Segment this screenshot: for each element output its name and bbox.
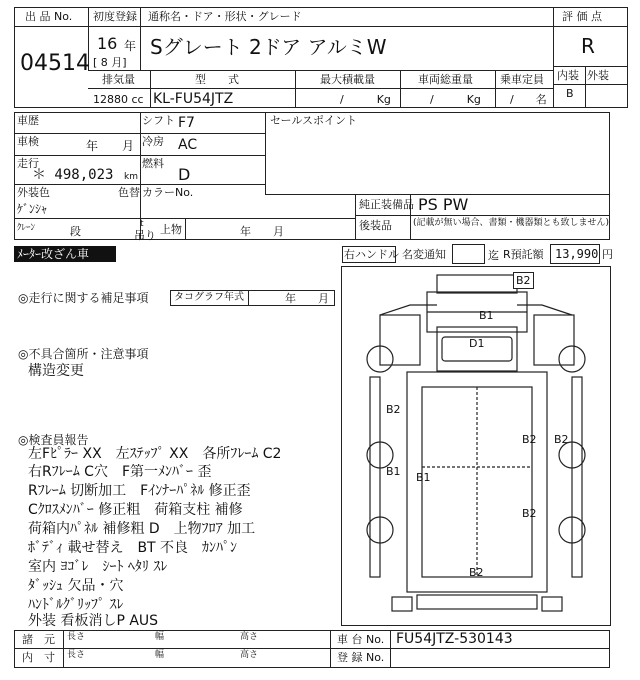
- genuine-equipment-value: PS PW: [418, 195, 469, 214]
- width-label: 幅: [155, 650, 165, 660]
- fuel-label: 燃料: [142, 157, 164, 170]
- damage-diagram: [341, 266, 611, 626]
- registration-year-unit: 年: [124, 39, 137, 53]
- gross-weight-label: 車両総重量: [418, 73, 473, 86]
- crane-tonnage: t: [140, 219, 144, 229]
- inspection-value: 年 月: [86, 139, 135, 153]
- mileage-unit: km: [124, 172, 138, 182]
- inspector-line: 荷箱内ﾊﾟﾈﾙ 補修粗 D 上物ﾌﾛｱ 加工: [28, 521, 256, 537]
- damage-mark-B1: B1: [416, 471, 431, 484]
- receipt-label: 迄: [488, 249, 499, 262]
- lot-no-label: 出 品 No.: [25, 10, 73, 23]
- capacity-label: 乗車定員: [500, 73, 544, 86]
- displacement-value: 12880 cc: [93, 93, 144, 106]
- damage-mark-B1: B1: [479, 309, 494, 322]
- interior-grade-label: 内装: [557, 69, 579, 82]
- height-label: 高さ: [240, 632, 259, 642]
- damage-mark-B2: B2: [513, 272, 534, 289]
- damage-mark-B1: B1: [386, 465, 401, 478]
- exterior-color-label: 外装色: [17, 186, 50, 199]
- aftermarket-note: (記載が無い場合、書類・機器類とも致しません): [413, 218, 610, 228]
- rhd-label: 右ハンドル: [344, 248, 399, 261]
- lot-number: 04514: [20, 51, 90, 76]
- inspector-line: 左Fﾋﾟﾗｰ XX 左ｽﾃｯﾌﾟ XX 各所ﾌﾚｰﾑ C2: [28, 446, 282, 462]
- ac-value: AC: [178, 137, 198, 153]
- crane-steps: 段: [70, 225, 81, 238]
- grade-value: Sグレート 2ドア アルミW: [150, 35, 387, 59]
- displacement-label: 排気量: [102, 73, 135, 86]
- score-value: R: [581, 34, 595, 58]
- inspector-line: ﾀﾞｯｼｭ 欠品・穴: [28, 578, 124, 594]
- exterior-grade-label: 外装: [587, 69, 609, 82]
- upper-body-label: 上物: [160, 223, 182, 236]
- mileage-label: 走行: [17, 157, 39, 170]
- damage-mark-B2: B2: [554, 433, 569, 446]
- grade-label: 通称名・ドア・形状・グレード: [148, 10, 302, 23]
- registration-year: 16: [97, 34, 118, 53]
- interior-dimensions-label: 内 寸: [22, 651, 55, 664]
- recycle-label: R預託額: [503, 248, 544, 261]
- defects-title: ◎不具合箇所・注意事項: [18, 347, 149, 361]
- damage-mark-B2: B2: [522, 507, 537, 520]
- selling-points-label: セールスポイント: [270, 114, 358, 127]
- mileage-value: ＊ 498,023: [32, 167, 114, 183]
- name-change-box: [452, 244, 485, 264]
- crane-label: ｸﾚｰﾝ: [17, 223, 36, 233]
- fuel-value: D: [178, 165, 191, 184]
- crane-hook: 吊り: [134, 229, 156, 242]
- inspector-line: Cｸﾛｽﾒﾝﾊﾞｰ 修正粗 荷箱支柱 補修: [28, 502, 243, 518]
- registration-no-label: 登 録 No.: [337, 651, 385, 664]
- driving-notes-title: ◎走行に関する補足事項: [18, 291, 149, 305]
- damage-mark-B2: B2: [469, 566, 484, 579]
- inspector-line: Rﾌﾚｰﾑ 切断加工 Fｲﾝﾅｰﾊﾟﾈﾙ 修正歪: [28, 483, 251, 499]
- chassis-label: 車 台 No.: [337, 633, 385, 646]
- shift-label: シフト: [142, 114, 175, 127]
- interior-grade-value: B: [566, 87, 574, 100]
- recycle-value: 13,990: [555, 247, 599, 261]
- inspector-line: ﾊﾝﾄﾞﾙｸﾞﾘｯﾌﾟ ｽﾚ: [28, 597, 124, 613]
- genuine-equipment-label: 純正装備品: [359, 198, 414, 211]
- height-label: 高さ: [240, 650, 259, 660]
- shift-value: F7: [178, 115, 195, 131]
- tachograph-label: タコグラフ年式: [174, 292, 244, 303]
- exterior-color-value: ｹﾞﾝｼｬ: [17, 202, 48, 216]
- color-change-label: 色替: [118, 186, 140, 199]
- damage-mark-B2: B2: [386, 403, 401, 416]
- tachograph-value: 年 月: [285, 292, 329, 305]
- recycle-unit: 円: [602, 248, 613, 261]
- first-registration-label: 初度登録: [93, 10, 137, 23]
- damage-mark-D1: D1: [469, 337, 485, 350]
- inspector-line: 右Rﾌﾚｰﾑ C穴 F第一ﾒﾝﾊﾞｰ 歪: [28, 464, 212, 480]
- defects-value: 構造変更: [28, 363, 84, 379]
- history-label: 車歴: [17, 114, 39, 127]
- length-label: 長さ: [67, 632, 86, 642]
- length-label: 長さ: [67, 650, 86, 660]
- ac-label: 冷房: [142, 135, 164, 148]
- upper-body-date: 年 月: [240, 225, 284, 238]
- footer-block: [14, 630, 610, 668]
- damage-mark-B2: B2: [522, 433, 537, 446]
- inspector-title: ◎検査員報告: [18, 433, 89, 447]
- name-change-label: 名変通知: [402, 248, 446, 261]
- gross-weight-value: / Kg: [430, 93, 481, 106]
- aftermarket-label: 後装品: [359, 219, 392, 232]
- model-value: KL-FU54JTZ: [153, 91, 234, 107]
- inspector-line: 室内 ﾖｺﾞﾚ ｼｰﾄ ﾍﾀﾘ ｽﾚ: [28, 559, 168, 575]
- inspection-label: 車検: [17, 135, 39, 148]
- chassis-number: FU54JTZ-530143: [396, 631, 513, 647]
- max-load-label: 最大積載量: [320, 73, 375, 86]
- inspector-line: 外装 看板消しP AUS: [28, 613, 159, 629]
- inspector-line: ﾎﾞﾃﾞｨ 載せ替え BT 不良 ｶﾝﾊﾟﾝ: [28, 540, 238, 556]
- width-label: 幅: [155, 632, 165, 642]
- registration-month: [ 8 月]: [93, 56, 127, 69]
- max-load-value: / Kg: [340, 93, 391, 106]
- meter-tampered-text: ﾒｰﾀｰ改ざん車: [17, 247, 90, 261]
- color-code-label: カラーNo.: [142, 186, 194, 199]
- dimensions-label: 諸 元: [22, 633, 55, 646]
- model-label: 型 式: [195, 73, 239, 86]
- score-label: 評 価 点: [562, 10, 602, 23]
- capacity-value: / 名: [510, 93, 547, 106]
